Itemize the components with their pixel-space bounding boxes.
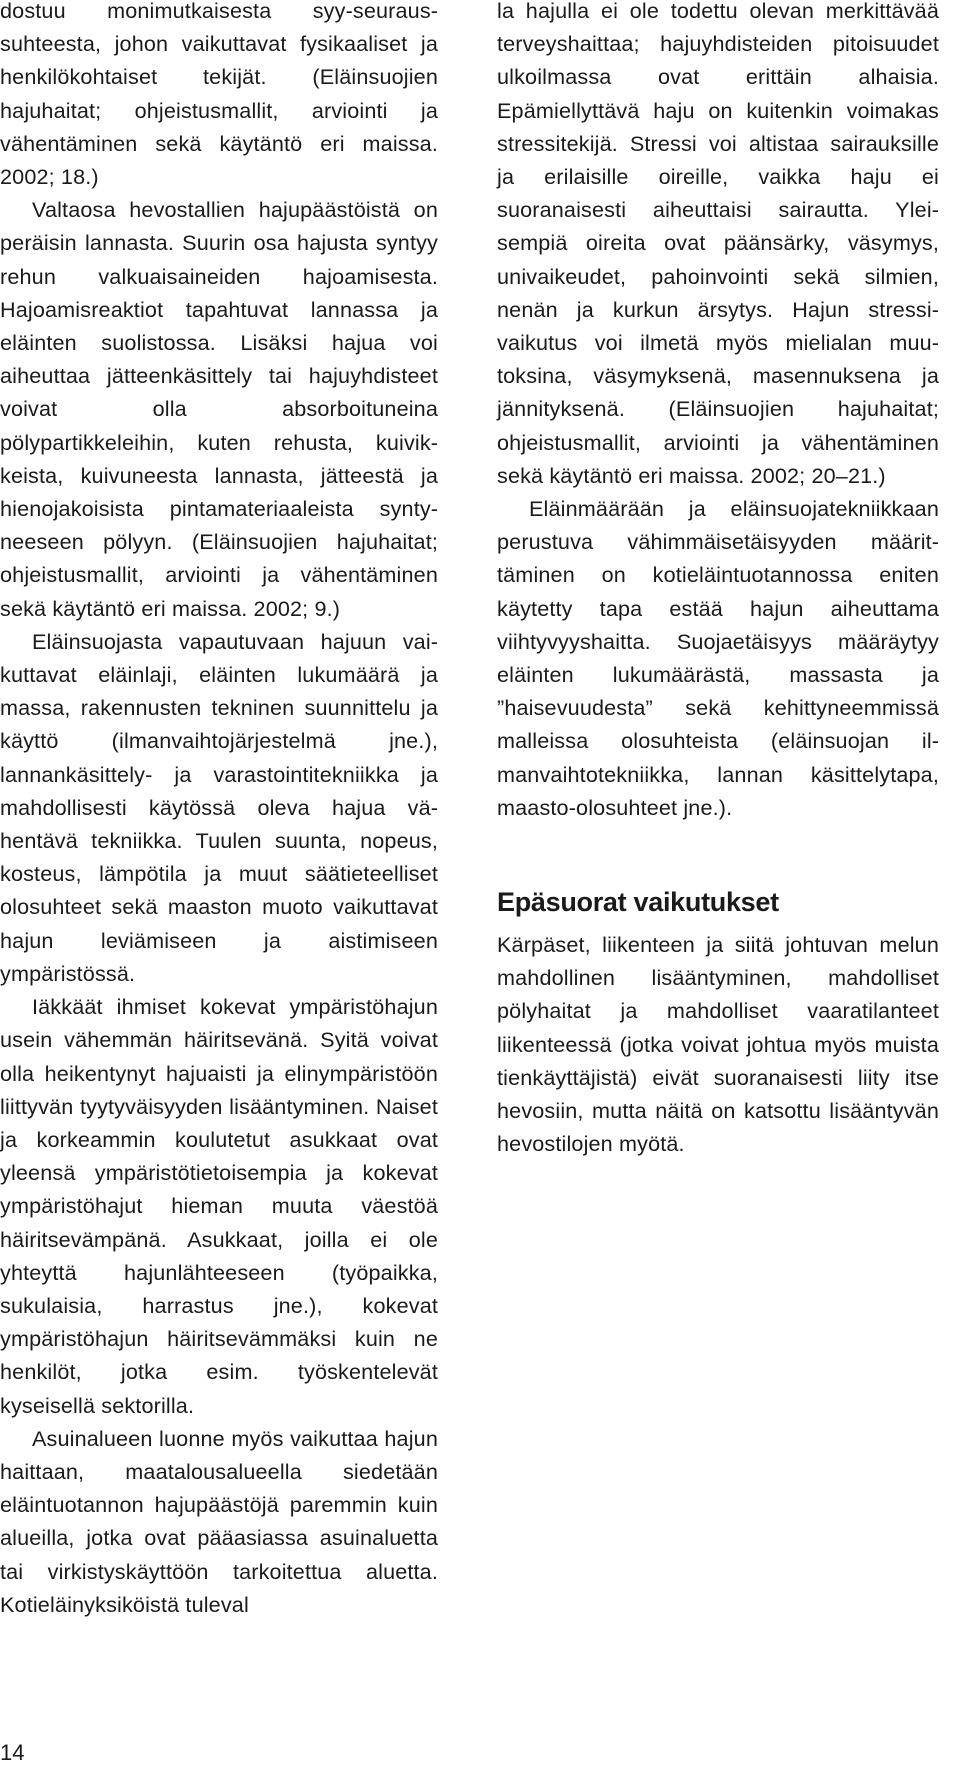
- body-paragraph: dostuu monimutkaisesta syy-seuraussuhteesta, johon vaikuttavat fysikaaliset ja henkilökohtaiset tekijät. (Eläinsuojien hajuhaitat; ohjeistusmallit, arviointi ja vähentäminen sekä käytäntö eri maissa. 2002; 18.): [0, 0, 438, 190]
- left-text-column: [0, 0, 438, 1621]
- body-paragraph: Valtaosa hevostallien hajupäästöistä on peräisin lannasta. Suurin osa hajusta syntyy rehun valkuaisaineiden hajoamisesta. Hajoamisreaktiot tapahtuvat lannassa ja eläinten suolistossa. Lisäksi hajua voi aiheuttaa jätteenkäsittely tai hajuyhdisteet voivat olla absorboituneina pölypartikkeleihin, kuten rehusta, kuivikkeista, kuivuneesta lannasta, jätteestä ja hienojakoisista pintamateriaaleista syntyneeseen pölyyn. (Eläinsuojien hajuhaitat; ohjeistusmallit, arviointi ja vähentäminen sekä käytäntö eri maissa. 2002; 9.): [0, 197, 438, 621]
- body-paragraph: Eläinmäärään ja eläinsuojatekniikkaan perustuva vähimmäisetäisyyden määrittäminen on kotieläintuotannossa eniten käytetty tapa estää hajun aiheuttama viihtyvyyshaitta. Suojaetäisyys määräytyy eläinten lukumäärästä, massasta ja ”haisevuudesta” sekä kehittyneemmissä malleissa olosuhteista (eläinsuojan ilmanvaihtotekniikka, lannan käsittelytapa, maasto-olosuhteet jne.).: [497, 496, 939, 820]
- body-paragraph: Eläinsuojasta vapautuvaan hajuun vaikuttavat eläinlaji, eläinten lukumäärä ja massa, rakennusten tekninen suunnittelu ja käyttö (ilmanvaihtojärjestelmä jne.), lannankäsittely- ja varastointitekniikka ja mahdollisesti käytössä oleva hajua vähentävä tekniikka. Tuulen suunta, nopeus, kosteus, lämpötila ja muut säätieteelliset olosuhteet sekä maaston muoto vaikuttavat hajun leviämiseen ja aistimiseen ympäristössä.: [0, 628, 438, 986]
- right-text-column: [497, 0, 939, 1161]
- section-heading: Epäsuorat vaikutukset: [497, 887, 779, 918]
- body-paragraph: Iäkkäät ihmiset kokevat ympäristöhajun usein vähemmän häiritsevänä. Syitä voivat olla heikentynyt hajuaisti ja elinympäristöön liittyvän tyytyväisyyden lisääntyminen. Naiset ja korkeammin koulutetut asukkaat ovat yleensä ympäristötietoisempia ja kokevat ympäristöhajut hieman muuta väestöä häiritsevämpänä. Asukkaat, joilla ei ole yhteyttä hajunlähteeseen (työpaikka, sukulaisia, harrastus jne.), kokevat ympäristöhajun häiritsevämmäksi kuin ne henkilöt, jotka esim. työskentelevät kyseisellä sektorilla.: [0, 994, 438, 1418]
- page-number: 14: [0, 1740, 25, 1765]
- body-paragraph: la hajulla ei ole todettu olevan merkittävää terveyshaittaa; hajuyhdisteiden pitoisuudet ulkoilmassa ovat erittäin alhaisia. Epämiellyttävä haju on kuitenkin voimakas stressitekijä. Stressi voi altistaa sairauksille ja erilaisille oireille, vaikka haju ei suoranaisesti aiheuttaisi sairautta. Yleisempiä oireita ovat päänsärky, väsymys, univaikeudet, pahoinvointi sekä silmien, nenän ja kurkun ärsytys. Hajun stressivaikutus voi ilmetä myös mielialan muutoksina, väsymyksenä, masennuksena ja jännityksenä. (Eläinsuojien hajuhaitat; ohjeistusmallit, arviointi ja vähentäminen sekä käytäntö eri maissa. 2002; 20–21.): [497, 0, 939, 488]
- body-paragraph: Kärpäset, liikenteen ja siitä johtuvan melun mahdollinen lisääntyminen, mahdolliset pölyhaitat ja mahdolliset vaaratilanteet liikenteessä (jotka voivat johtua myös muista tienkäyttäjistä) eivät suoranaisesti liity itse hevosiin, mutta näitä on katsottu lisääntyvän hevostilojen myötä.: [497, 932, 939, 1157]
- body-paragraph: Asuinalueen luonne myös vaikuttaa hajun haittaan, maatalousalueella siedetään eläintuotannon hajupäästöjä paremmin kuin alueilla, jotka ovat pääasiassa asuinaluetta tai virkistyskäyttöön tarkoitettua aluetta. Kotieläinyksiköistä tuleval: [0, 1425, 438, 1617]
